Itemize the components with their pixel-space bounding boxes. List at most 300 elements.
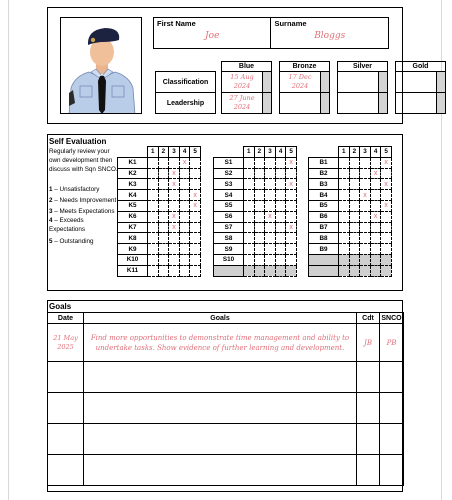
goal-cdt-cell[interactable] [357,455,380,486]
rating-cell[interactable] [381,168,392,179]
grid-row-label: S3 [214,179,244,190]
rating-cell[interactable] [370,190,381,201]
table-row [118,200,201,211]
table-row [309,265,392,276]
rating-cell[interactable]: x [370,168,381,179]
rating-cell[interactable] [275,265,286,276]
rating-cell[interactable] [179,190,190,201]
rating-cell[interactable] [169,233,180,244]
grid-row-label: K7 [118,222,148,233]
rating-cell[interactable] [190,168,201,179]
rating-cell[interactable] [349,211,360,222]
goal-snco-cell[interactable]: PB [380,324,404,362]
rating-cell[interactable] [349,233,360,244]
medal-col-bronze: Bronze [280,62,330,72]
classification-blue-date: 15 Aug [230,73,254,81]
rating-cell[interactable] [381,244,392,255]
rating-cell[interactable] [148,222,159,233]
rating-cell[interactable] [169,254,180,265]
goal-cdt-cell[interactable] [357,393,380,424]
rating-cell[interactable] [158,200,169,211]
rating-cell[interactable] [339,211,350,222]
rating-cell[interactable] [339,254,350,265]
table-row [309,190,392,201]
goals-col-snco: SNCO [381,314,402,322]
leadership-bronze[interactable] [280,93,321,114]
rating-cell[interactable] [265,190,276,201]
rating-cell[interactable] [381,254,392,265]
grid-row-label: B4 [309,190,339,201]
evaluation-grid-s [213,146,297,277]
rating-cell[interactable] [286,168,297,179]
rating-cell[interactable] [339,179,350,190]
rating-cell[interactable] [381,233,392,244]
rating-cell[interactable] [370,200,381,211]
grid-col-header: 3 [169,147,180,158]
grid-corner [309,147,339,158]
grid-row-label: S5 [214,200,244,211]
table-row [309,157,392,168]
rating-cell[interactable] [190,157,201,168]
table-row [214,233,297,244]
rating-cell[interactable] [381,265,392,276]
goals-table [47,312,404,486]
grid-row-label: S6 [214,211,244,222]
grid-corner [118,147,148,158]
rating-cell[interactable] [158,233,169,244]
rating-cell[interactable] [148,168,159,179]
grid-col-header: 2 [254,147,265,158]
goal-date-cell[interactable]: 21 May 2025 [48,324,84,362]
classification-bronze[interactable] [280,72,321,93]
classification-bronze-date: 17 Dec [288,73,312,81]
grid-row-label: S9 [214,244,244,255]
rating-cell[interactable] [339,244,350,255]
rating-cell[interactable] [148,211,159,222]
rating-cell[interactable] [254,244,265,255]
goal-snco-cell[interactable] [380,362,404,393]
rating-cell[interactable] [169,190,180,201]
rating-cell[interactable] [179,244,190,255]
rating-cell[interactable] [275,157,286,168]
rating-cell[interactable] [339,190,350,201]
rating-scale-key [49,185,121,248]
rating-cell[interactable] [244,211,255,222]
rating-cell[interactable] [179,233,190,244]
rating-cell[interactable] [339,168,350,179]
rating-cell[interactable] [265,265,276,276]
rating-cell[interactable] [275,190,286,201]
table-row [118,190,201,201]
rating-cell[interactable] [360,254,371,265]
goals-col-cdt: Cdt [357,313,380,324]
grid-row-label: K11 [118,265,148,276]
grid-row-label: K5 [118,200,148,211]
rating-cell[interactable] [158,265,169,276]
rating-cell[interactable] [158,222,169,233]
scale-item-4: 4 – Exceeds Expectations [49,217,86,234]
rating-cell[interactable] [370,157,381,168]
rating-cell[interactable] [275,168,286,179]
rating-cell[interactable] [254,157,265,168]
grid-col-header: 3 [360,147,371,158]
rating-cell[interactable]: x [190,190,201,201]
rating-cell[interactable] [349,190,360,201]
rating-cell[interactable]: x [286,179,297,190]
scale-item-5: 5 – Outstanding [49,237,94,245]
rating-cell[interactable] [286,233,297,244]
leadership-gold-check[interactable] [437,93,446,114]
rating-cell[interactable] [339,157,350,168]
goal-date-cell[interactable] [48,424,84,455]
rating-cell[interactable] [349,179,360,190]
classification-bronze-check[interactable] [321,72,330,93]
goal-cdt-cell[interactable] [357,424,380,455]
rating-cell[interactable] [360,168,371,179]
grid-col-header: 4 [275,147,286,158]
rating-cell[interactable] [254,200,265,211]
rating-cell[interactable] [370,244,381,255]
rating-cell[interactable] [179,254,190,265]
table-row [118,244,201,255]
grid-row-label: S4 [214,190,244,201]
cadet-photo [60,17,142,114]
goal-cdt-cell[interactable] [357,362,380,393]
rating-cell[interactable] [244,200,255,211]
grid-row-label: K3 [118,179,148,190]
table-row [214,211,297,222]
grid-row-label: S1 [214,157,244,168]
leadership-blue[interactable] [222,93,263,114]
goal-snco-cell[interactable] [380,424,404,455]
rating-cell[interactable] [360,211,371,222]
grid-col-header: 1 [244,147,255,158]
rating-cell[interactable]: x [179,157,190,168]
rating-cell[interactable] [349,157,360,168]
rating-cell[interactable] [244,254,255,265]
rating-cell[interactable] [158,190,169,201]
goal-text-cell[interactable] [84,455,357,486]
surname-label: Surname [274,19,307,28]
surname-cell[interactable] [271,18,389,49]
rating-cell[interactable] [286,244,297,255]
grid-row-label [309,254,339,265]
rating-cell[interactable] [169,265,180,276]
rating-cell[interactable]: x [169,211,180,222]
rating-cell[interactable] [254,265,265,276]
grid-row-label: B6 [309,211,339,222]
medal-col-gold: Gold [396,62,446,72]
goal-date-cell[interactable] [48,393,84,424]
rating-cell[interactable] [360,233,371,244]
rating-cell[interactable] [148,244,159,255]
table-row [309,200,392,211]
leadership-bronze-check[interactable] [321,93,330,114]
table-row [214,254,297,265]
row-label-classification: Classification [156,72,216,93]
goal-text-cell[interactable] [84,424,357,455]
leadership-silver[interactable] [338,93,379,114]
grid-col-header: 1 [339,147,350,158]
rating-cell[interactable] [244,222,255,233]
rating-cell[interactable] [169,157,180,168]
rating-cell[interactable] [244,244,255,255]
rating-cell[interactable] [148,200,159,211]
rating-cell[interactable] [158,157,169,168]
table-row [118,157,201,168]
classification-blue-check[interactable] [263,72,272,93]
table-row [48,362,404,393]
row-label-leadership: Leadership [156,93,216,114]
rating-cell[interactable] [254,233,265,244]
rating-cell[interactable] [286,200,297,211]
table-row [118,179,201,190]
rating-cell[interactable] [254,190,265,201]
rating-cell[interactable] [360,200,371,211]
leadership-silver-check[interactable] [379,93,388,114]
table-row [309,179,392,190]
rating-cell[interactable] [381,190,392,201]
rating-cell[interactable] [349,200,360,211]
rating-cell[interactable]: x [370,211,381,222]
rating-cell[interactable] [179,211,190,222]
rating-cell[interactable]: x [381,157,392,168]
medals-table [155,61,446,114]
table-row [214,222,297,233]
rating-cell[interactable] [265,200,276,211]
classification-blue[interactable] [222,72,263,93]
rating-cell[interactable] [275,211,286,222]
grid-row-label: B9 [309,244,339,255]
rating-cell[interactable] [360,157,371,168]
scale-item-2: 2 – Needs Improvement [49,196,117,204]
rating-cell[interactable] [179,200,190,211]
goal-date-cell[interactable] [48,455,84,486]
rating-cell[interactable] [244,233,255,244]
grid-row-label: K8 [118,233,148,244]
rating-cell[interactable] [148,157,159,168]
rating-cell[interactable] [360,265,371,276]
goal-text-cell[interactable] [84,393,357,424]
rating-cell[interactable]: x [169,179,180,190]
grid-col-header: 5 [286,147,297,158]
rating-cell[interactable]: x [169,168,180,179]
rating-cell[interactable] [190,244,201,255]
rating-cell[interactable] [254,168,265,179]
table-row [214,157,297,168]
rating-cell[interactable] [370,254,381,265]
self-evaluation-description: Regularly review your own development then discuss with Sqn SNCO. [49,148,118,173]
first-name-cell[interactable] [154,18,271,49]
rating-cell[interactable] [179,222,190,233]
first-name-value: Joe [205,31,220,41]
grid-col-header: 2 [349,147,360,158]
rating-cell[interactable] [381,222,392,233]
grid-col-header: 4 [179,147,190,158]
table-row [118,254,201,265]
rating-cell[interactable] [265,254,276,265]
classification-blue-year: 2024 [233,82,251,90]
rating-cell[interactable] [158,179,169,190]
rating-cell[interactable] [254,211,265,222]
rating-cell[interactable] [265,222,276,233]
rating-cell[interactable] [286,265,297,276]
rating-cell[interactable] [190,211,201,222]
rating-cell[interactable] [254,222,265,233]
table-row [309,233,392,244]
table-row [214,244,297,255]
grid-row-label: S7 [214,222,244,233]
classification-gold-check[interactable] [437,72,446,93]
rating-cell[interactable] [179,168,190,179]
rating-cell[interactable] [339,233,350,244]
goals-col-date: Date [48,313,84,324]
grid-row-label: S8 [214,233,244,244]
grid-row-label: K10 [118,254,148,265]
table-row [48,455,404,486]
rating-cell[interactable] [286,211,297,222]
grid-row-label: K9 [118,244,148,255]
table-row [118,233,201,244]
rating-cell[interactable]: x [360,190,371,201]
grid-row-label: B2 [309,168,339,179]
classification-gold[interactable] [396,72,437,93]
rating-cell[interactable] [190,265,201,276]
rating-cell[interactable] [244,265,255,276]
leadership-blue-check[interactable] [263,93,272,114]
table-row [309,168,392,179]
rating-cell[interactable]: x [381,179,392,190]
rating-cell[interactable] [148,179,159,190]
rating-cell[interactable]: x [169,222,180,233]
rating-cell[interactable] [179,265,190,276]
grid-row-label: B1 [309,157,339,168]
name-table [153,17,389,49]
rating-cell[interactable] [370,179,381,190]
goal-date-cell[interactable] [48,362,84,393]
grid-row-label [309,265,339,276]
rating-cell[interactable] [381,211,392,222]
rating-cell[interactable] [265,244,276,255]
rating-cell[interactable] [148,233,159,244]
rating-cell[interactable]: x [286,157,297,168]
table-row [48,324,404,362]
rating-cell[interactable] [169,200,180,211]
rating-cell[interactable] [275,233,286,244]
rating-cell[interactable] [254,254,265,265]
leadership-gold[interactable] [396,93,437,114]
rating-cell[interactable] [148,190,159,201]
rating-cell[interactable] [275,244,286,255]
classification-silver[interactable] [338,72,379,93]
goal-snco-cell[interactable] [380,393,404,424]
table-row [118,222,201,233]
rating-cell[interactable] [349,244,360,255]
goal-cdt-cell[interactable]: JB [357,324,380,362]
table-row [118,265,201,276]
rating-cell[interactable] [275,254,286,265]
rating-cell[interactable] [158,244,169,255]
leadership-blue-date: 27 June [229,94,255,102]
evaluation-grid-k [117,146,201,277]
rating-cell[interactable] [244,179,255,190]
goals-title: Goals [49,302,72,311]
rating-cell[interactable] [265,233,276,244]
evaluation-grid-b [308,146,392,277]
grid-col-header: 5 [381,147,392,158]
grid-row-label: K4 [118,190,148,201]
rating-cell[interactable] [360,179,371,190]
goal-text-cell[interactable] [84,362,357,393]
classification-silver-check[interactable] [379,72,388,93]
rating-cell[interactable] [349,254,360,265]
grid-row-label [214,265,244,276]
rating-cell[interactable] [275,222,286,233]
goal-text-cell[interactable]: Find more opportunities to demonstrate time management and ability to undertake tasks. Show evidence of further learning and development. [84,324,357,362]
first-name-label: First Name [157,19,196,28]
rating-cell[interactable] [190,179,201,190]
rating-cell[interactable] [275,179,286,190]
rating-cell[interactable]: x [265,211,276,222]
rating-cell[interactable] [360,222,371,233]
rating-cell[interactable] [339,265,350,276]
grid-col-header: 4 [370,147,381,158]
rating-cell[interactable] [244,190,255,201]
rating-cell[interactable] [360,244,371,255]
rating-cell[interactable] [339,200,350,211]
rating-cell[interactable] [370,222,381,233]
rating-cell[interactable] [179,179,190,190]
rating-cell[interactable] [169,244,180,255]
rating-cell[interactable] [244,168,255,179]
rating-cell[interactable] [158,211,169,222]
table-row [118,211,201,222]
rating-cell[interactable] [370,233,381,244]
rating-cell[interactable] [190,254,201,265]
rating-cell[interactable] [158,254,169,265]
goal-snco-cell[interactable] [380,455,404,486]
grid-col-header: 5 [190,147,201,158]
grid-corner [214,147,244,158]
goals-col-goals: Goals [84,313,357,324]
rating-cell[interactable]: x [190,200,201,211]
rating-cell[interactable] [244,157,255,168]
rating-cell[interactable]: x [381,200,392,211]
rating-cell[interactable] [349,168,360,179]
rating-cell[interactable] [254,179,265,190]
table-row [309,254,392,265]
rating-cell[interactable] [190,233,201,244]
rating-cell[interactable] [339,222,350,233]
classification-bronze-year: 2024 [291,82,309,90]
rating-cell[interactable] [190,222,201,233]
grid-row-label: K1 [118,157,148,168]
rating-cell[interactable] [265,179,276,190]
rating-cell[interactable] [265,157,276,168]
rating-cell[interactable] [275,200,286,211]
rating-cell[interactable] [148,254,159,265]
rating-cell[interactable] [158,168,169,179]
rating-cell[interactable] [286,190,297,201]
rating-cell[interactable] [265,168,276,179]
table-row [214,190,297,201]
rating-cell[interactable] [286,254,297,265]
rating-cell[interactable] [148,265,159,276]
rating-cell[interactable]: x [286,222,297,233]
rating-cell[interactable] [349,222,360,233]
rating-cell[interactable] [349,265,360,276]
rating-cell[interactable] [370,265,381,276]
